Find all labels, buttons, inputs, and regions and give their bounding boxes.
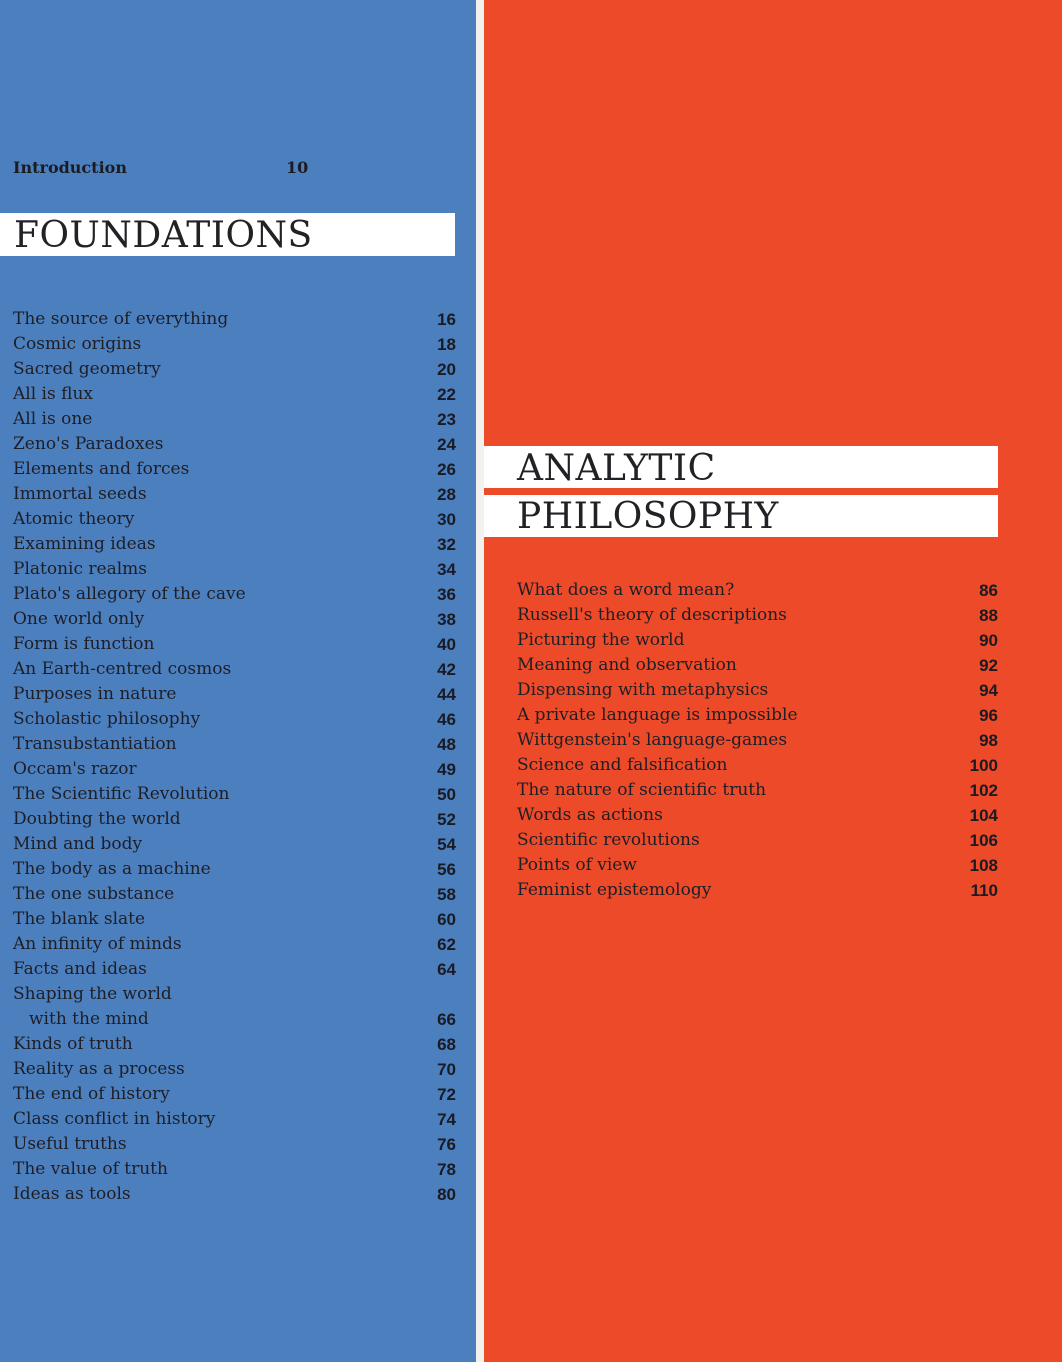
toc-entry-title: Form is function (13, 634, 155, 654)
toc-entry-page: 32 (437, 535, 456, 554)
toc-entry-page: 90 (979, 631, 998, 650)
toc-entry-title: Examining ideas (13, 534, 156, 554)
toc-entry-title: One world only (13, 609, 145, 629)
analytic-title-bar-1 (484, 446, 998, 488)
toc-entry-title: Russell's theory of descriptions (517, 605, 787, 625)
toc-entry-page: 49 (437, 760, 456, 779)
toc-entry[interactable] (13, 682, 456, 707)
toc-entry-title: Reality as a process (13, 1059, 185, 1079)
toc-entry-page: 36 (437, 585, 456, 604)
toc-entry[interactable] (517, 628, 998, 653)
toc-entry-title: Atomic theory (13, 509, 135, 529)
toc-entry-page: 70 (437, 1060, 456, 1079)
toc-entry[interactable] (13, 582, 456, 607)
toc-entry[interactable] (13, 557, 456, 582)
toc-entry[interactable] (13, 1032, 456, 1057)
toc-entry-page: 72 (437, 1085, 456, 1104)
toc-entry-page: 106 (969, 831, 998, 850)
toc-entry-title: The source of everything (13, 309, 229, 329)
toc-entry-title: All is one (13, 409, 93, 429)
toc-entry-page: 60 (437, 910, 456, 929)
toc-entry-title: The Scientific Revolution (13, 784, 230, 804)
toc-entry-page: 46 (437, 710, 456, 729)
toc-entry[interactable] (13, 532, 456, 557)
toc-entry-page: 108 (969, 856, 998, 875)
toc-entry[interactable] (517, 603, 998, 628)
toc-entry-page: 94 (979, 681, 998, 700)
toc-entry-title: Ideas as tools (13, 1184, 131, 1204)
toc-entry[interactable] (517, 703, 998, 728)
toc-entry-page: 78 (437, 1160, 456, 1179)
toc-entry-title: An infinity of minds (13, 934, 182, 954)
toc-entry-page: 74 (437, 1110, 456, 1129)
toc-entry-page: 110 (970, 881, 998, 900)
toc-entry[interactable] (13, 832, 456, 857)
toc-entry[interactable] (13, 1007, 456, 1032)
toc-entry-title: An Earth-centred cosmos (13, 659, 232, 679)
toc-entry[interactable] (13, 807, 456, 832)
analytic-title-bar-2 (484, 495, 998, 537)
toc-entry-title: Wittgenstein's language-games (517, 730, 788, 750)
toc-entry[interactable] (13, 357, 456, 382)
toc-entry-page: 26 (437, 460, 456, 479)
toc-entry[interactable] (13, 732, 456, 757)
toc-entry-page: 58 (437, 885, 456, 904)
toc-entry[interactable] (13, 607, 456, 632)
toc-entry-title: Plato's allegory of the cave (13, 584, 246, 604)
toc-entry-title: Picturing the world (517, 630, 685, 650)
toc-entry-title: Transubstantiation (13, 734, 177, 754)
toc-entry-title: All is flux (13, 384, 93, 404)
toc-entry[interactable] (13, 1107, 456, 1132)
analytic-title-line-1: ANALYTIC (517, 448, 716, 489)
toc-entry[interactable] (517, 753, 998, 778)
toc-entry[interactable] (13, 1082, 456, 1107)
toc-entry[interactable] (517, 828, 998, 853)
toc-entry[interactable] (13, 882, 456, 907)
foundations-title-bar (0, 213, 455, 256)
toc-entry-page: 66 (437, 1010, 456, 1029)
toc-entry-title: Elements and forces (13, 459, 190, 479)
analytic-philosophy-panel (484, 0, 1062, 1362)
toc-entry-title: Scientific revolutions (517, 830, 700, 850)
toc-entry-title: Science and falsification (517, 755, 728, 775)
toc-entry-title: Scholastic philosophy (13, 709, 201, 729)
toc-entry[interactable] (13, 307, 456, 332)
toc-entry-page: 38 (437, 610, 456, 629)
toc-entry-title: The end of history (13, 1084, 170, 1104)
toc-entry-page: 76 (437, 1135, 456, 1154)
toc-entry[interactable] (517, 878, 998, 903)
toc-entry-title: Meaning and observation (517, 655, 737, 675)
toc-entry[interactable] (517, 578, 998, 603)
toc-entry-page: 96 (979, 706, 998, 725)
toc-entry-title: Facts and ideas (13, 959, 147, 979)
toc-entry-title: Words as actions (517, 805, 663, 825)
introduction-entry[interactable] (13, 158, 313, 182)
toc-entry-page: 64 (437, 960, 456, 979)
toc-entry[interactable] (13, 1132, 456, 1157)
toc-entry-page: 98 (979, 731, 998, 750)
toc-entry[interactable] (517, 853, 998, 878)
page-gutter (476, 0, 484, 1362)
toc-entry[interactable] (13, 1182, 456, 1207)
toc-entry[interactable] (13, 382, 456, 407)
analytic-contents-list (517, 578, 998, 903)
toc-entry[interactable] (13, 457, 456, 482)
toc-entry-page: 28 (437, 485, 456, 504)
toc-entry-page: 20 (437, 360, 456, 379)
toc-entry-page: 102 (969, 781, 998, 800)
toc-entry[interactable] (13, 932, 456, 957)
toc-entry[interactable] (13, 407, 456, 432)
toc-entry-page: 56 (437, 860, 456, 879)
toc-entry-title: Shaping the world (13, 984, 172, 1004)
toc-entry-page: 34 (437, 560, 456, 579)
introduction-label: Introduction (13, 158, 127, 177)
toc-entry-page: 18 (437, 335, 456, 354)
toc-entry-page: 40 (437, 635, 456, 654)
toc-entry-page: 48 (437, 735, 456, 754)
toc-entry-title: The body as a machine (13, 859, 211, 879)
toc-entry-title: The value of truth (13, 1159, 168, 1179)
toc-entry-page: 54 (437, 835, 456, 854)
toc-entry-title: Occam's razor (13, 759, 137, 779)
toc-entry[interactable] (13, 957, 456, 982)
toc-entry-page: 104 (969, 806, 998, 825)
introduction-page: 10 (286, 158, 309, 177)
toc-entry[interactable] (13, 1157, 456, 1182)
toc-entry[interactable] (13, 657, 456, 682)
toc-entry-title: Platonic realms (13, 559, 147, 579)
toc-entry[interactable] (13, 757, 456, 782)
toc-entry-page: 88 (979, 606, 998, 625)
toc-entry[interactable] (13, 907, 456, 932)
toc-entry-title: Immortal seeds (13, 484, 147, 504)
toc-entry[interactable] (13, 707, 456, 732)
foundations-title: FOUNDATIONS (14, 215, 313, 256)
toc-entry[interactable] (517, 728, 998, 753)
toc-entry-title: The one substance (13, 884, 175, 904)
toc-entry[interactable] (13, 507, 456, 532)
foundations-panel (0, 0, 476, 1362)
toc-entry-page: 16 (437, 310, 456, 329)
toc-entry-title: A private language is impossible (517, 705, 798, 725)
toc-entry-title: Purposes in nature (13, 684, 177, 704)
toc-entry-page: 24 (437, 435, 456, 454)
toc-entry[interactable] (517, 678, 998, 703)
toc-entry-title: with the mind (29, 1009, 149, 1029)
toc-entry-title: Useful truths (13, 1134, 127, 1154)
toc-entry-title: Zeno's Paradoxes (13, 434, 164, 454)
toc-entry-title: Points of view (517, 855, 637, 875)
toc-entry-page: 86 (979, 581, 998, 600)
foundations-contents-list (13, 307, 456, 1207)
toc-entry-title: Cosmic origins (13, 334, 142, 354)
toc-entry[interactable] (13, 982, 456, 1007)
toc-entry-title: What does a word mean? (517, 580, 735, 600)
toc-entry-page: 62 (437, 935, 456, 954)
toc-entry-title: Mind and body (13, 834, 143, 854)
toc-entry-title: The blank slate (13, 909, 146, 929)
toc-entry-title: Feminist epistemology (517, 880, 712, 900)
toc-entry-page: 52 (437, 810, 456, 829)
analytic-title-line-2: PHILOSOPHY (517, 496, 779, 537)
toc-entry-title: The nature of scientific truth (517, 780, 767, 800)
toc-entry-page: 80 (437, 1185, 456, 1204)
toc-entry[interactable] (517, 653, 998, 678)
toc-entry[interactable] (13, 782, 456, 807)
toc-entry-page: 100 (969, 756, 998, 775)
toc-entry-page: 23 (437, 410, 456, 429)
toc-entry-title: Kinds of truth (13, 1034, 133, 1054)
toc-entry[interactable] (517, 803, 998, 828)
toc-entry-page: 42 (437, 660, 456, 679)
toc-entry-page: 30 (437, 510, 456, 529)
toc-entry-page: 22 (437, 385, 456, 404)
toc-entry[interactable] (13, 632, 456, 657)
toc-entry[interactable] (13, 432, 456, 457)
toc-entry-page: 50 (437, 785, 456, 804)
toc-entry-page: 92 (979, 656, 998, 675)
toc-entry-page: 68 (437, 1035, 456, 1054)
toc-entry[interactable] (13, 332, 456, 357)
toc-entry-title: Sacred geometry (13, 359, 161, 379)
toc-entry[interactable] (13, 482, 456, 507)
toc-entry-title: Doubting the world (13, 809, 181, 829)
toc-entry-title: Class conflict in history (13, 1109, 216, 1129)
toc-entry-title: Dispensing with metaphysics (517, 680, 769, 700)
toc-entry[interactable] (13, 1057, 456, 1082)
toc-entry[interactable] (517, 778, 998, 803)
toc-entry[interactable] (13, 857, 456, 882)
toc-entry-page: 44 (437, 685, 456, 704)
